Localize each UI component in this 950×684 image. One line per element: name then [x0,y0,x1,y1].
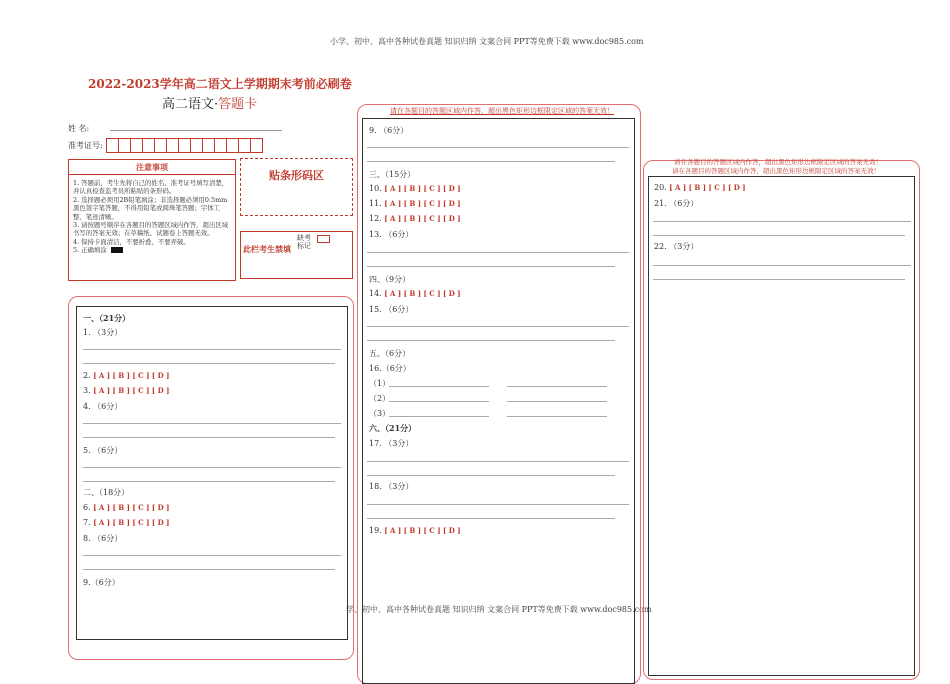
answer-line[interactable] [367,504,629,505]
question-12-number: 12. [369,214,382,223]
question-16: 16.（6分） [369,364,411,373]
exam-id-label: 准考证号: [68,141,103,150]
question-18: 18. （3分） [369,482,414,491]
question-5: 5. （6分） [83,446,123,455]
answer-line[interactable] [83,363,335,364]
answer-area-1 [76,306,348,640]
name-field[interactable] [110,130,282,131]
question-3 [83,386,169,395]
question-19-number: 19. [369,526,382,535]
answer-line[interactable] [367,475,615,476]
question-10 [369,184,461,193]
choice-options[interactable]: [ A ] [ B ] [ C ] [ D ] [384,214,461,223]
answer-line[interactable] [653,221,911,222]
answer-line[interactable] [83,569,335,570]
notice-body [69,175,235,255]
answer-line[interactable] [367,326,629,327]
answer-line[interactable] [367,147,629,148]
question-16-part-1: （1） [369,379,391,388]
answer-line[interactable] [367,266,615,267]
notice-item: 4. 保持卡面清洁，不要折叠、不要弄破。 [73,237,190,246]
choice-options[interactable]: [ A ] [ B ] [ C ] [ D ] [384,526,461,535]
question-20-number: 20. [654,183,667,192]
exam-id-boxes[interactable] [107,138,263,153]
notice-item: 2. 选择题必须用2B铅笔填涂；非选择题必须用0.5mm黑色签字笔答题，不得用铅笔或圆珠笔答题；字体工整、笔迹清晰。 [73,195,228,221]
answer-line[interactable] [83,437,335,438]
question-14-number: 14. [369,289,382,298]
answer-line[interactable] [367,252,629,253]
question-10-number: 10. [369,184,382,193]
answer-line[interactable] [653,279,905,280]
choice-options[interactable]: [ A ] [ B ] [ C ] [ D ] [93,386,170,395]
absent-label: 此栏考生禁填 [243,244,291,254]
question-6 [83,503,169,512]
answer-line[interactable] [367,340,615,341]
section-2-heading: 二、（18分） [83,488,130,497]
answer-line[interactable] [389,386,489,387]
question-9: 9.（6分） [83,578,120,587]
choice-options[interactable]: [ A ] [ B ] [ C ] [ D ] [384,199,461,208]
name-label: 姓 名: [68,124,90,133]
question-4: 4. （6分） [83,402,123,411]
question-14 [369,289,461,298]
question-19 [369,526,461,535]
question-8: 8. （6分） [83,534,123,543]
answer-line[interactable] [83,481,335,482]
notice-item: 1. 答题前，考生先将自己的姓名、准考证号填写清楚，并认真检查监考员所粘贴的条形码。 [73,179,229,196]
choice-options[interactable]: [ A ] [ B ] [ C ] [ D ] [93,371,170,380]
answer-area-2 [362,118,635,684]
answer-line[interactable] [367,518,615,519]
notice-item [73,246,231,254]
question-2-number: 2. [83,371,91,380]
question-1: 1. （3分） [83,328,123,337]
absent-box [240,231,353,279]
question-16-part-3: （3） [369,409,391,418]
section-1-heading: 一、（21分） [83,313,131,323]
filled-bubble-sample [111,247,123,253]
column-2-warning: 请在各题目的答题区域内作答，超出黑色矩形边框限定区域的答案无效！ [390,107,614,115]
top-watermark: 小学、初中、高中各种试卷真题 知识归纳 文案合同 PPT等免费下载 www.doc985.com [330,37,644,46]
section-3-heading: 三、（15分） [369,170,416,179]
notice-item: 3. 请按题号顺序在各题目的答题区域内作答，超出区域书写的答案无效；在草稿纸、试题卷上答题无效。 [73,221,229,238]
question-16-part-2: （2） [369,394,391,403]
question-3-number: 3. [83,386,91,395]
question-7 [83,518,169,527]
answer-area-3 [648,176,915,676]
question-7-number: 7. [83,518,91,527]
question-21: 21. （6分） [654,199,699,208]
question-12 [369,214,461,223]
answer-line[interactable] [367,461,629,462]
absent-mark-label: 缺考 标记 [297,234,311,250]
choice-options[interactable]: [ A ] [ B ] [ C ] [ D ] [93,503,170,512]
subtitle-subject: 高二语文· [162,97,219,112]
answer-line[interactable] [653,235,905,236]
question-13: 13. （6分） [369,230,414,239]
column-3-warning-top: 请在各题目的答题区域内作答，超出黑色矩形边框限定区域的答案无效！ [674,158,882,166]
section-5-heading: 五、（6分） [369,349,411,358]
question-2 [83,371,169,380]
section-6-heading: 六、（21分） [369,423,417,433]
notice-box [68,159,236,281]
question-11-number: 11. [369,199,382,208]
answer-line[interactable] [83,555,341,556]
choice-options[interactable]: [ A ] [ B ] [ C ] [ D ] [93,518,170,527]
notice-heading: 注意事项 [69,160,235,175]
answer-line[interactable] [389,416,489,417]
question-9: 9. （6分） [369,126,409,135]
answer-line[interactable] [83,423,341,424]
column-3-warning: 请在各题目的答题区域内作答，超出黑色矩形边框限定区域的答案无效！ [672,167,880,175]
id-digit-box[interactable] [250,138,263,153]
answer-line[interactable] [367,161,615,162]
barcode-area: 贴条形码区 [240,158,353,216]
answer-line[interactable] [507,416,607,417]
answer-line[interactable] [507,401,607,402]
question-11 [369,199,461,208]
subtitle-answer-card: 答题卡 [218,97,258,112]
choice-options[interactable]: [ A ] [ B ] [ C ] [ D ] [384,184,461,193]
choice-options[interactable]: [ A ] [ B ] [ C ] [ D ] [669,183,746,192]
absent-mark-box[interactable] [317,235,330,243]
answer-line[interactable] [389,401,489,402]
answer-line[interactable] [83,349,341,350]
section-4-heading: 四、（9分） [369,275,411,284]
notice-item-label: 5. 正确填涂 [73,246,107,255]
question-17: 17. （3分） [369,439,414,448]
question-15: 15. （6分） [369,305,414,314]
question-6-number: 6. [83,503,91,512]
answer-line[interactable] [83,467,341,468]
question-22: 22. （3分） [654,242,699,251]
bottom-watermark: 学、初中、高中各种试卷真题 知识归纳 文案合同 PPT等免费下载 www.doc985.com [346,605,652,614]
question-20 [654,183,746,192]
answer-line[interactable] [507,386,607,387]
answer-sheet-subtitle [162,93,257,112]
choice-options[interactable]: [ A ] [ B ] [ C ] [ D ] [384,289,461,298]
answer-line[interactable] [653,265,911,266]
exam-title: 2022-2023学年高二语文上学期期末考前必刷卷 [88,77,352,91]
